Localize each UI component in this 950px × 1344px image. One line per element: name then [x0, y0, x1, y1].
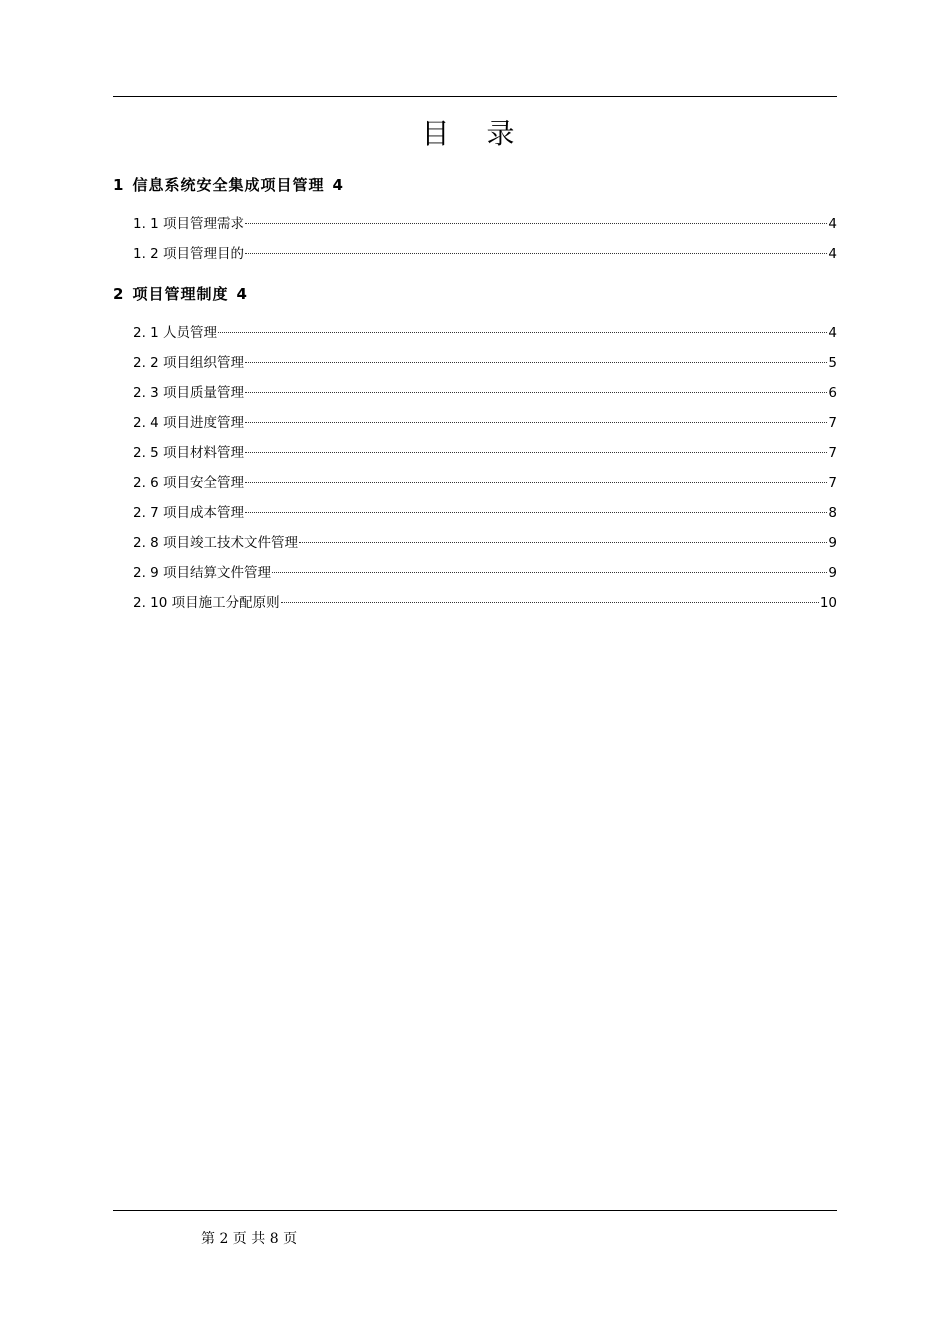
toc-entry[interactable] [133, 214, 837, 234]
toc-entry[interactable] [133, 503, 837, 523]
toc-entry-label: 2. 8 项目竣工技术文件管理 [133, 535, 299, 551]
dot-leader [218, 332, 827, 333]
toc-entry-page: 7 [828, 445, 837, 461]
dot-leader [281, 602, 819, 603]
toc-entry[interactable] [133, 533, 837, 553]
footer-rule [113, 1210, 837, 1211]
header-rule [113, 96, 837, 97]
toc-entry-page: 10 [819, 595, 837, 611]
toc-entry-page: 7 [828, 475, 837, 491]
toc-entry-page: 9 [828, 565, 837, 581]
toc-entry[interactable] [133, 413, 837, 433]
toc-entry-label: 2. 7 项目成本管理 [133, 505, 245, 521]
toc-title: 目 录 [421, 117, 529, 150]
toc-entry-label: 2. 1 人员管理 [133, 325, 218, 341]
dot-leader [245, 482, 827, 483]
toc-entry-label: 2. 2 项目组织管理 [133, 355, 245, 371]
dot-leader [245, 452, 827, 453]
toc-heading-2[interactable] [113, 283, 248, 305]
dot-leader [245, 512, 827, 513]
page-footer: 第 2 页 共 8 页 [201, 1231, 298, 1247]
dot-leader [245, 392, 827, 393]
dot-leader [245, 223, 827, 224]
toc-entry-page: 5 [828, 355, 837, 371]
toc-heading-title: 项目管理制度 [132, 285, 229, 303]
dot-leader [272, 572, 827, 573]
toc-heading-number: 1 [113, 176, 125, 194]
toc-entry[interactable] [133, 473, 837, 493]
toc-entry[interactable] [133, 563, 837, 583]
toc-entry-label: 2. 9 项目结算文件管理 [133, 565, 272, 581]
toc-entry[interactable] [133, 383, 837, 403]
toc-entry-label: 2. 3 项目质量管理 [133, 385, 245, 401]
dot-leader [245, 422, 827, 423]
toc-entry-page: 4 [828, 325, 837, 341]
toc-entry[interactable] [133, 244, 837, 264]
toc-entry-label: 2. 4 项目进度管理 [133, 415, 245, 431]
toc-entry-page: 4 [828, 246, 837, 262]
toc-entry-page: 4 [828, 216, 837, 232]
toc-entry-page: 9 [828, 535, 837, 551]
toc-heading-page: 4 [236, 285, 248, 303]
dot-leader [299, 542, 827, 543]
toc-entry-label: 2. 10 项目施工分配原则 [133, 595, 280, 611]
toc-entry-label: 2. 5 项目材料管理 [133, 445, 245, 461]
dot-leader [245, 253, 827, 254]
toc-entry-label: 2. 6 项目安全管理 [133, 475, 245, 491]
toc-entry[interactable] [133, 323, 837, 343]
toc-heading-title: 信息系统安全集成项目管理 [132, 176, 325, 194]
dot-leader [245, 362, 827, 363]
toc-entry-page: 8 [828, 505, 837, 521]
toc-entry-label: 1. 2 项目管理目的 [133, 246, 245, 262]
toc-entry-page: 6 [828, 385, 837, 401]
toc-heading-number: 2 [113, 285, 125, 303]
toc-entry[interactable] [133, 443, 837, 463]
toc-heading-1[interactable] [113, 174, 344, 196]
toc-heading-page: 4 [332, 176, 344, 194]
toc-entry[interactable] [133, 353, 837, 373]
toc-entry-page: 7 [828, 415, 837, 431]
toc-entry[interactable] [133, 593, 837, 613]
toc-entry-label: 1. 1 项目管理需求 [133, 216, 245, 232]
